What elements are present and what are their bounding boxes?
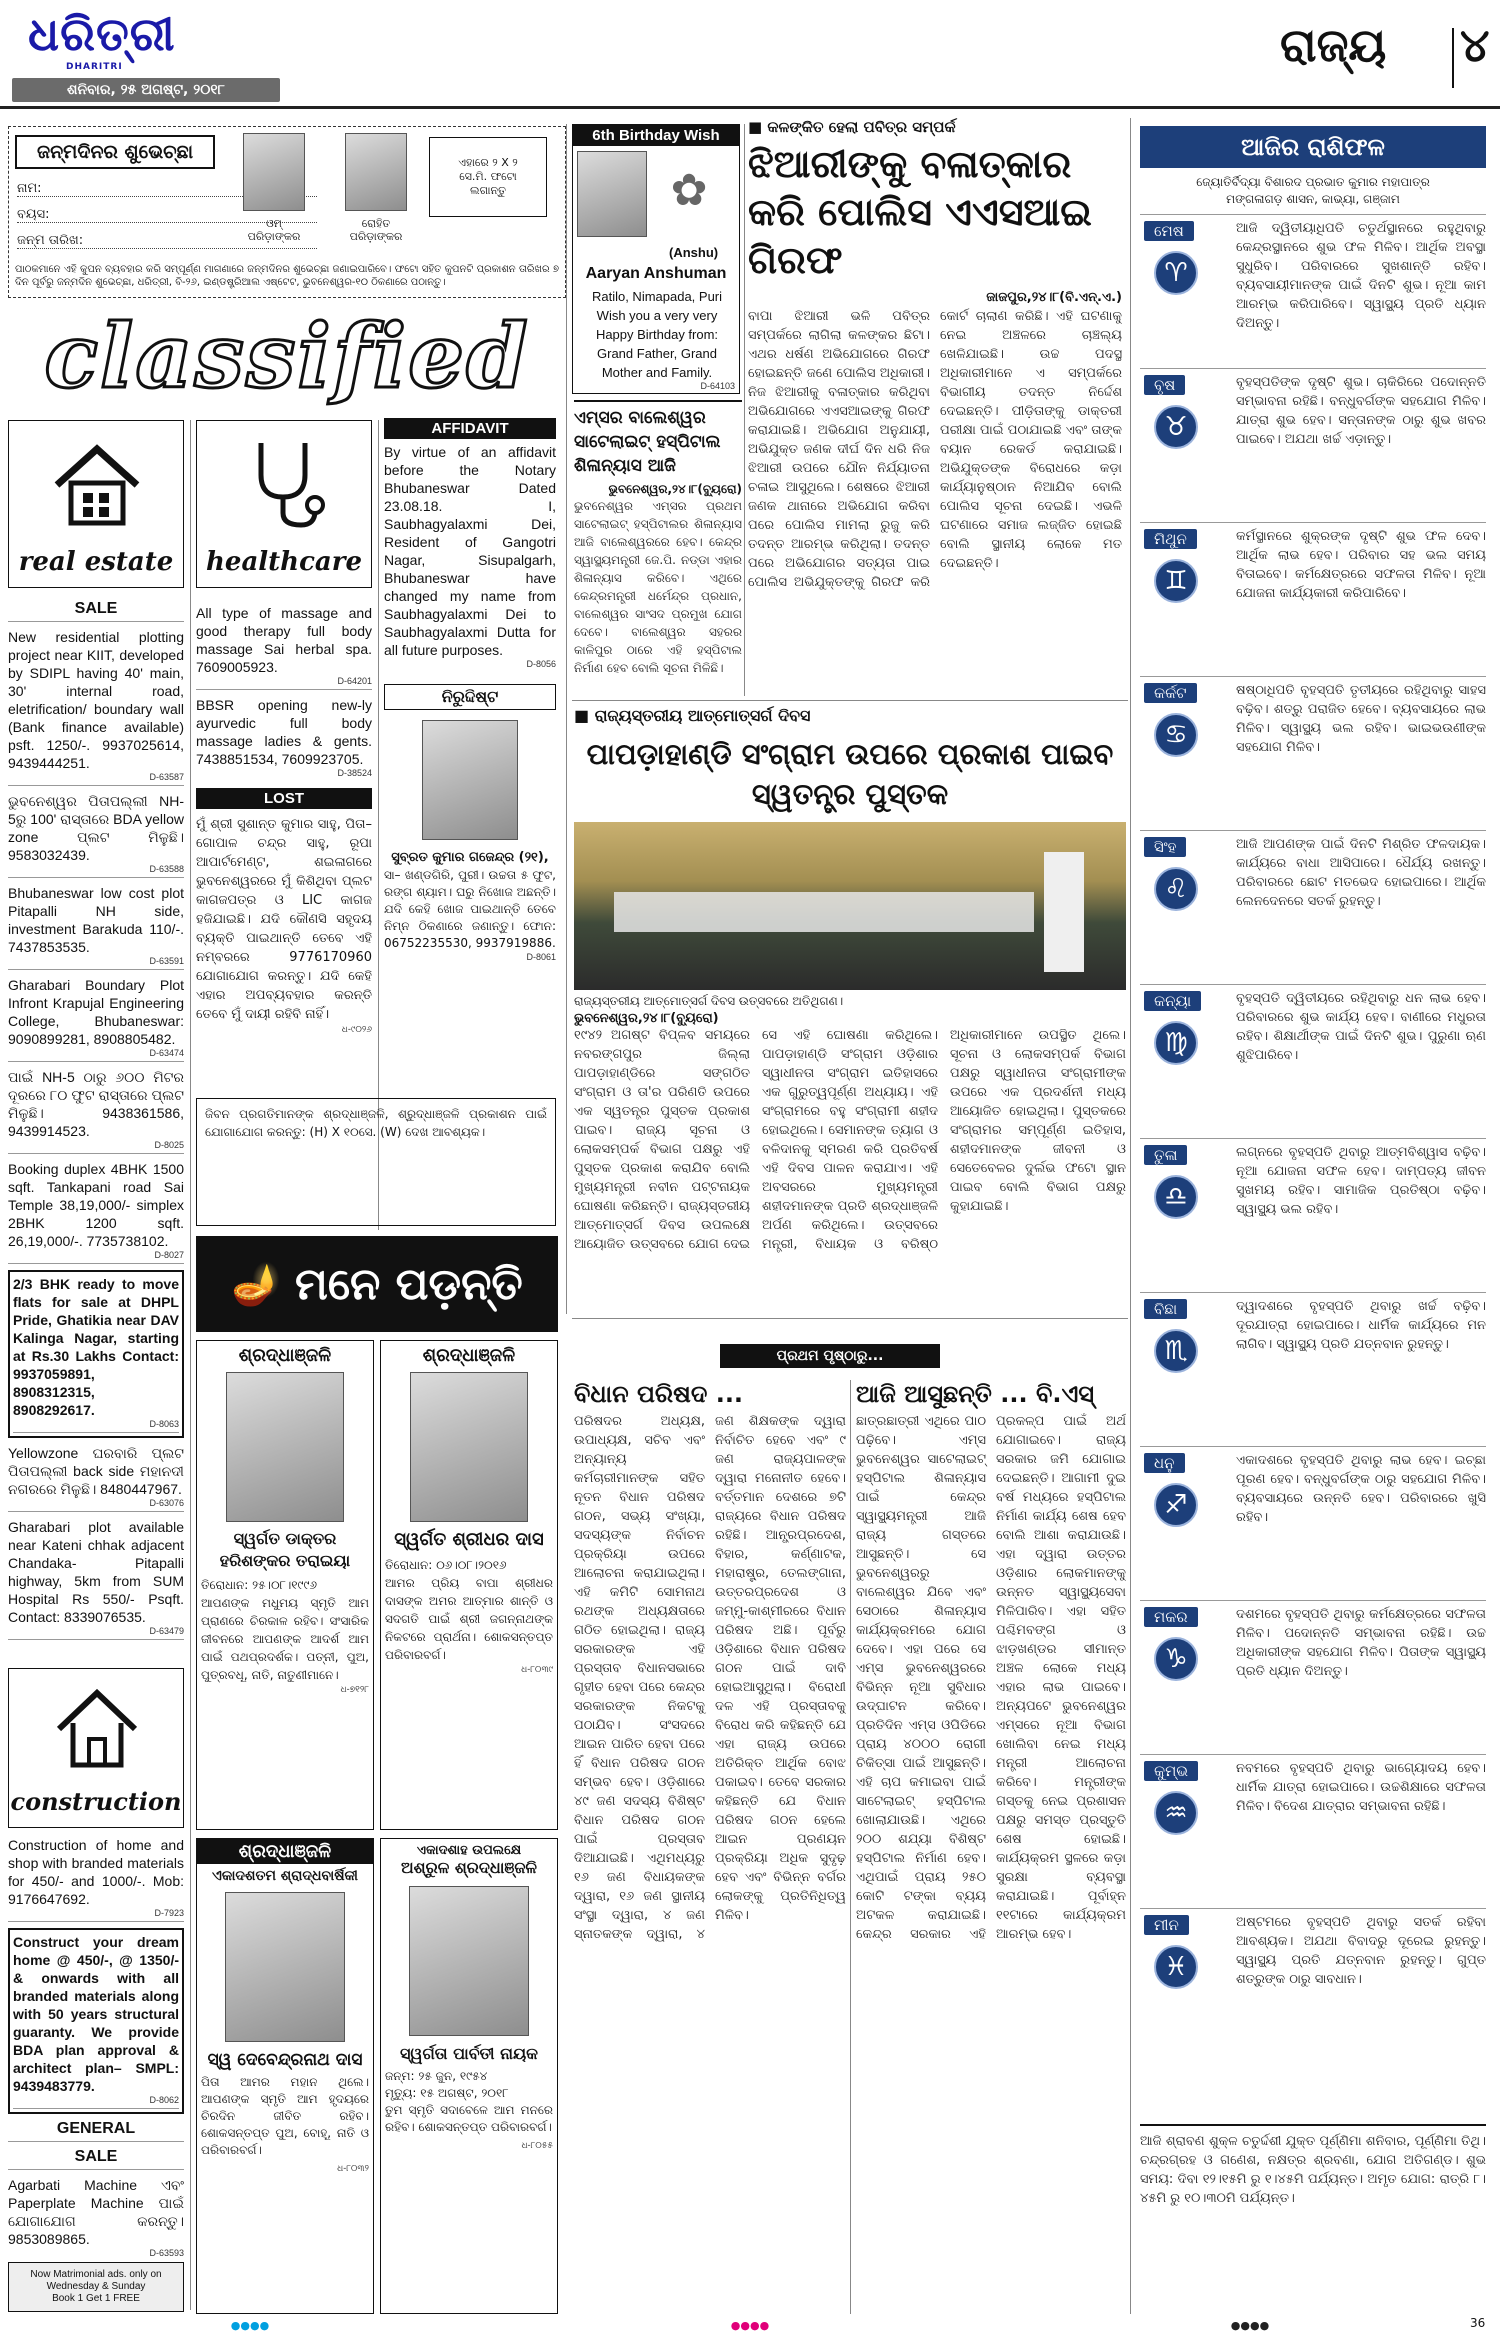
ad-text: ପାଇଁ NH-5 ଠାରୁ ୬୦୦ ମିଟର ଦୂରରେ ୮୦ ଫୁଟ ରାସ୍ତାରେ ପ୍ଲଟ ମିଳୁଛି। 9438361586, 9439914523. xyxy=(8,1069,184,1139)
ad-divider xyxy=(8,2169,184,2170)
continued-label: ପ୍ରଥମ ପୃଷ୍ଠାରୁ... xyxy=(776,1348,884,1364)
ad-code: ଧ-୮୦୩୯ xyxy=(521,1664,553,1674)
classified-ad xyxy=(8,1444,184,1512)
ad-divider xyxy=(8,1921,184,1922)
horoscope-sign-row xyxy=(1140,1754,1486,1908)
scorpio-icon: ♏ xyxy=(1154,1329,1198,1373)
mane-padanti-banner xyxy=(196,1236,558,1332)
sign-name: ମକର xyxy=(1144,1607,1198,1627)
cont-story-2 xyxy=(856,1380,1126,2314)
classified-title: classified xyxy=(44,304,530,408)
stethoscope-icon xyxy=(241,435,331,531)
section-title: ରାଜ୍ୟ xyxy=(1280,18,1387,72)
sign-prediction: ବୃହସ୍ପତିଙ୍କ ଦୃଷ୍ଟି ଶୁଭ। ଚାକିରିରେ ପଦୋନ୍ନତି ସମ୍ଭାବନା ରହିଛି। ବନ୍ଧୁବର୍ଗଙ୍କ ସହଯୋଗ ମିଳିବ। ଯାତ୍ରା ଶୁଭ ହେବ। ସନ୍ତାନଙ୍କ ଠାରୁ ଶୁଭ ଖବର ପାଇବେ। ଅଯଥା ଖର୍ଚ୍ଚ ଏଡ଼ାନ୍ତୁ। xyxy=(1236,375,1486,447)
classified-ad xyxy=(8,628,184,786)
horoscope-sign-row xyxy=(1140,984,1486,1138)
ad-divider xyxy=(8,877,184,878)
missing-name: ସୁବ୍ରତ କୁମାର ଗଜେନ୍ଦ୍ର (୨୧), xyxy=(391,850,549,865)
missing-header: ନିରୁଦ୍ଦିଷ୍ଟ xyxy=(441,687,499,706)
birthday-name: Aaryan Anshuman xyxy=(585,265,727,282)
classified-ad xyxy=(8,1518,184,1640)
horoscope-sign-row xyxy=(1140,368,1486,522)
sagittarius-icon: ♐ xyxy=(1154,1483,1198,1527)
sign-name: ସିଂହ xyxy=(1144,837,1186,857)
birthday-note: ପାଠକମାନେ ଏହି କୁପନ ବ୍ୟବହାର କରି ସମ୍ପୂର୍ଣ୍ଣ ମାଗଣାରେ ଜନ୍ମଦିନର ଶୁଭେଚ୍ଛା ଜଣାଇପାରିବେ। ଫଟୋ ସହିତ କୁପନଟି ପ୍ରକାଶନ ତାରିଖର ୭ ଦିନ ପୂର୍ବରୁ ଜନ୍ମଦିନ ଶୁଭେଚ୍ଛା, ଧରିତ୍ରୀ, ବି-୨୬, ଇଣ୍ଡଷ୍ଟ୍ରିଆଲ ଏଷ୍ଟେଟ, ଭୁବନେଶ୍ୱର-୧୦ ଠିକଣାରେ ପଠାନ୍ତୁ। xyxy=(15,264,559,288)
ad-code: D-64103 xyxy=(700,381,735,391)
sign-name: ମେଷ xyxy=(1144,221,1194,241)
ad-code: D-7923 xyxy=(154,1908,184,1918)
tribute-text: ଜନ୍ମ: ୨୫ ଜୁନ, ୧୯୫୪ ମୃତ୍ୟୁ: ୧୫ ଅଗଷ୍ଟ, ୨୦୧୮ ତୁମ ସ୍ମୃତି ସଦାବେଳେ ଆମ ମନରେ ରହିବ। ଶୋକସନ୍ତପ୍ତ ପରିବାରବର୍ଗ। xyxy=(385,2069,553,2134)
virgo-icon: ♍ xyxy=(1154,1021,1198,1065)
sign-name: କନ୍ୟା xyxy=(1144,991,1201,1011)
continued-bar xyxy=(720,1344,940,1368)
ad-text: SALE xyxy=(74,2148,118,2165)
classified-ad xyxy=(8,1160,184,1264)
logo-text: ଧରିତ୍ରୀ xyxy=(28,7,176,61)
ad-text: SALE xyxy=(74,600,118,617)
ad-divider xyxy=(196,689,372,690)
ad-list xyxy=(8,1836,184,2260)
photo-caption: ରାଜ୍ୟସ୍ତରୀୟ ଆତ୍ମୋତ୍ସର୍ଗ ଦିବସ ଉତ୍ସବରେ ଅତିଥିଗଣ। xyxy=(574,994,844,1008)
affidavit-text: By virtue of an affidavit before the Notary Bhubaneswar Dated 23.08.18. I, Saubhagyalaxmi Dei, Resident of Gangotri Nagar, Sisupalgarh, Bhubaneswar have changed my name from Saubhagyalaxmi Dei to Saubhagyalaxmi Dutta for all future purposes. xyxy=(384,444,556,658)
masthead xyxy=(0,0,1500,110)
category-label: healthcare xyxy=(206,547,362,577)
affidavit-header: AFFIDAVIT xyxy=(384,418,556,439)
birthday-wish-header: 6th Birthday Wish xyxy=(573,125,739,146)
sign-prediction: ଆଜି ଆପଣଙ୍କ ପାଇଁ ଦିନଟି ମିଶ୍ରିତ ଫଳଦାୟକ। କାର୍ଯ୍ୟରେ ବାଧା ଆସିପାରେ। ଧୈର୍ଯ୍ୟ ରଖନ୍ତୁ। ପରିବାରରେ ଛୋଟ ମତଭେଦ ହୋଇପାରେ। ଆର୍ଥିକ ଲେନଦେନରେ ସତର୍କ ରୁହନ୍ତୁ। xyxy=(1236,837,1486,909)
horoscope-sign-row xyxy=(1140,522,1486,676)
ad-text: Bhubaneswar low cost plot Pitapalli NH side, investment Barakuda 110/-. 7437853535. xyxy=(8,885,184,955)
second-story xyxy=(574,706,1126,1314)
horoscope-sign-row xyxy=(1140,1600,1486,1754)
ad-divider xyxy=(8,1153,184,1154)
horoscope-sign-row xyxy=(1140,1138,1486,1292)
construction-house-icon xyxy=(49,1677,145,1773)
flower-decoration: ✿ xyxy=(670,165,708,216)
birthday-wish-text: Ratilo, Nimapada, Puri Wish you a very very Happy Birthday from: Grand Father, Grand Mother and Family. xyxy=(591,289,723,380)
taurus-icon: ♉ xyxy=(1154,405,1198,449)
col1-ads xyxy=(8,600,184,1795)
missing-ad xyxy=(384,684,556,1024)
story-headline: ପାପଡ଼ାହାଣ୍ଡି ସଂଗ୍ରାମ ଉପରେ ପ୍ରକାଶ ପାଇବ ସ୍ୱତନ୍ତ୍ର ପୁସ୍ତକ xyxy=(586,737,1114,811)
ad-text: Yellowzone ଘରବାରି ପ୍ଲଟ ପିତାପଲ୍ଲୀ back side ମହାନଦୀ ନଗରରେ ମିଳୁଛି। 8480447967. xyxy=(8,1445,184,1497)
horoscope-sign-row xyxy=(1140,1292,1486,1446)
classified-ad xyxy=(196,696,372,780)
story-body: ବାପା ଝିଆରୀ ଭଳି ପବିତ୍ର ସମ୍ପର୍କରେ ଲାଗିଲା କଳଙ୍କର ଛିଟା। ଏଥର ଧର୍ଷଣ ଅଭିଯୋଗରେ ଗିରଫ ହୋଇଛନ୍ତି ଜଣେ ପୋଲିସ ଅଧିକାରୀ। ନିଜ ଝିଆରୀକୁ ବଳାତ୍କାର କରିଥିବା ଅଭିଯୋଗରେ ଏଏସଆଇଙ୍କୁ ଗିରଫ କରାଯାଇଛି। ଅଭିଯୋଗ ଅନୁଯାୟୀ, ଅଭିଯୁକ୍ତ ଜଣକ ଦୀର୍ଘ ଦିନ ଧରି ନିଜ ଝିଆରୀ ଉପରେ ଯୌନ ନିର୍ଯ୍ୟାତନା ଚଳାଇ ଆସୁଥିଲେ। ଶେଷରେ ଝିଆରୀ ଜଣକ ଥାନାରେ ଅଭିଯୋଗ କରିବା ପରେ ପୋଲିସ ମାମଲା ରୁଜୁ କରି ତଦନ୍ତ ଆରମ୍ଭ କରିଥିଲା। ତଦନ୍ତ ପରେ ଅଭିଯୋଗର ସତ୍ୟତା ପାଇ ପୋଲିସ ଅଭିଯୁକ୍ତଙ୍କୁ ଗିରଫ କରି କୋର୍ଟ ଚାଲାଣ କରିଛି। ଏହି ଘଟଣାକୁ ନେଇ ଅଞ୍ଚଳରେ ଚାଞ୍ଚଲ୍ୟ ଖେଳିଯାଇଛି। ଉଚ୍ଚ ପଦସ୍ଥ ଅଧିକାରୀମାନେ ଏ ସମ୍ପର୍କରେ ବିଭାଗୀୟ ତଦନ୍ତ ନିର୍ଦ୍ଦେଶ ଦେଇଛନ୍ତି। ପୀଡ଼ିତାଙ୍କୁ ଡାକ୍ତରୀ ପରୀକ୍ଷା ପାଇଁ ପଠାଯାଇଛି ଏବଂ ତାଙ୍କ ବୟାନ ରେକର୍ଡ କରାଯାଇଛି। ଅଭିଯୁକ୍ତଙ୍କ ବିରୋଧରେ କଡ଼ା କାର୍ଯ୍ୟାନୁଷ୍ଠାନ ନିଆଯିବ ବୋଲି ପୋଲିସ ସୂଚନା ଦେଇଛି। ଏଭଳି ଘଟଣାରେ ସମାଜ ଲଜ୍ଜିତ ହୋଇଛି ବୋଲି ସ୍ଥାନୀୟ ଲୋକେ ମତ ଦେଇଛନ୍ତି। xyxy=(748,309,1122,590)
aquarius-icon: ♒ xyxy=(1154,1791,1198,1835)
ad-text: New residential plotting project near KIIT, developed by SDIPL having 40' main, 30' internal road, eletrification/ boundary wall (Bank finance available) psft. 1250/-. 9937025614, 9439444251. xyxy=(8,629,184,771)
masthead-rule xyxy=(0,106,1500,109)
child-photo-2 xyxy=(345,133,407,211)
panchang-text: ଆଜି ଶ୍ରାବଣ ଶୁକ୍ଳ ଚତୁର୍ଦ୍ଦଶୀ ଯୁକ୍ତ ପୂର୍ଣ୍ଣିମା ଶନିବାର, ପୂର୍ଣ୍ଣିମା ତିଥି। ଚନ୍ଦ୍ରଗ୍ରହ ଓ ଗଣେଶ, ନକ୍ଷତ୍ର ଶ୍ରବଣା, ଯୋଗ ଅତିଗଣ୍ଡ। ଶୁଭ ସମୟ: ଦିବା ୧୨।୧୫ମି ରୁ ୧।୪୫ମି ପର୍ଯ୍ୟନ୍ତ। ଅମୃତ ଯୋଗ: ରାତ୍ରି ୮।୪୫ମି ରୁ ୧୦।୩୦ମି ପର୍ଯ୍ୟନ୍ତ। xyxy=(1140,2134,1486,2206)
logo-sub: DHARITRI xyxy=(66,62,123,72)
ad-text: Gharabari plot available near Kateni chhak adjacent Chandaka- Pitapalli highway, 5km from SUM Hospital Rs 550/- Psqft. Contact: 8339076535. xyxy=(8,1519,184,1625)
photo-size-note: ଏହାରେ ୨ X ୨ ସେ.ମି. ଫଟୋ ଲଗାନ୍ତୁ xyxy=(458,156,518,197)
tribute-4 xyxy=(380,1838,558,2314)
field-label: ବୟସ: xyxy=(17,207,50,222)
tribute-sub: ଅଶ୍ରୁଳ ଶ୍ରଦ୍ଧାଞ୍ଜଳି xyxy=(401,1858,537,1877)
sign-prediction: ନବମରେ ବୃହସ୍ପତି ଥିବାରୁ ଭାଗ୍ୟୋଦୟ ହେବ। ଧାର୍ମିକ ଯାତ୍ରା ହୋଇପାରେ। ଉଚ୍ଚଶିକ୍ଷାରେ ସଫଳତା ମିଳିବ। ବିଦେଶ ଯାତ୍ରାର ସମ୍ଭାବନା ରହିଛି। xyxy=(1236,1761,1486,1814)
ad-code: D-63076 xyxy=(149,1498,184,1508)
kicker-text: କଳଙ୍କିତ ହେଲା ପବିତ୍ର ସମ୍ପର୍କ xyxy=(767,118,956,136)
classified-banner xyxy=(8,306,566,406)
story-dateline: ଭୁବନେଶ୍ୱର,୨୪।୮(ବ୍ୟୁରୋ) xyxy=(574,1011,719,1026)
story-body: ଛାତ୍ରଛାତ୍ରୀ ଏଥିରେ ପାଠ ପଢ଼ିବେ। ଏମ୍‌ସ ଭୁବନେଶ୍ୱର ସାଟେଲାଇଟ୍ ହସ୍ପିଟାଲ ଶିଳାନ୍ୟାସ ପାଇଁ କେନ୍ଦ୍ର ସ୍ୱାସ୍ଥ୍ୟମନ୍ତ୍ରୀ ଆଜି ରାଜ୍ୟ ଗସ୍ତରେ ଆସୁଛନ୍ତି। ସେ ଭୁବନେଶ୍ୱରରୁ ବାଲେଶ୍ୱର ଯିବେ ଏବଂ ସେଠାରେ ଶିଳାନ୍ୟାସ କାର୍ଯ୍ୟକ୍ରମରେ ଯୋଗ ଦେବେ। ଏହା ପରେ ସେ ଏମ୍‌ସ ଭୁବନେଶ୍ୱରରେ ବିଭିନ୍ନ ନୂଆ ସୁବିଧାର ଉଦ୍‌ଘାଟନ କରିବେ। ପ୍ରତିଦିନ ଏମ୍‌ସ ଓପିଡିରେ ପ୍ରାୟ ୪୦୦୦ ରୋଗୀ ଚିକିତ୍ସା ପାଇଁ ଆସୁଛନ୍ତି। ଏହି ଚାପ କମାଇବା ପାଇଁ ସାଟେଲାଇଟ୍ ହସ୍ପିଟାଲ ଖୋଲାଯାଉଛି। ଏଥିରେ ୨୦୦ ଶଯ୍ୟା ବିଶିଷ୍ଟ ହସ୍ପିଟାଲ ନିର୍ମାଣ ହେବ। ଏଥିପାଇଁ ପ୍ରାୟ ୨୫୦ କୋଟି ଟଙ୍କା ବ୍ୟୟ ଅଟକଳ କରାଯାଇଛି। କେନ୍ଦ୍ର ସରକାର ଏହି ପ୍ରକଳ୍ପ ପାଇଁ ଅର୍ଥ ଯୋଗାଇବେ। ରାଜ୍ୟ ସରକାର ଜମି ଯୋଗାଇ ଦେଇଛନ୍ତି। ଆଗାମୀ ଦୁଇ ବର୍ଷ ମଧ୍ୟରେ ହସ୍ପିଟାଲ ନିର୍ମାଣ କାର୍ଯ୍ୟ ଶେଷ ହେବ ବୋଲି ଆଶା କରାଯାଉଛି। ଏହା ଦ୍ୱାରା ଉତ୍ତର ଓଡ଼ିଶାର ଲୋକମାନଙ୍କୁ ଉନ୍ନତ ସ୍ୱାସ୍ଥ୍ୟସେବା ମିଳିପାରିବ। ଏହା ସହିତ ପଶ୍ଚିମବଙ୍ଗ ଓ ଝାଡ଼ଖଣ୍ଡର ସୀମାନ୍ତ ଅଞ୍ଚଳ ଲୋକେ ମଧ୍ୟ ଏହାର ଲାଭ ପାଇବେ। ଅନ୍ୟପଟେ ଭୁବନେଶ୍ୱର ଏମ୍‌ସରେ ନୂଆ ବିଭାଗ ଖୋଲିବା ନେଇ ମଧ୍ୟ ମନ୍ତ୍ରୀ ଆଲୋଚନା କରିବେ। ମନ୍ତ୍ରୀଙ୍କ ଗସ୍ତକୁ ନେଇ ପ୍ରଶାସନ ପକ୍ଷରୁ ସମସ୍ତ ପ୍ରସ୍ତୁତି ଶେଷ ହୋଇଛି। କାର୍ଯ୍ୟକ୍ରମ ସ୍ଥଳରେ କଡ଼ା ସୁରକ୍ଷା ବ୍ୟବସ୍ଥା କରାଯାଇଛି। ପୂର୍ବାହ୍ନ ୧୧ଟାରେ କାର୍ଯ୍ୟକ୍ରମ ଆରମ୍ଭ ହେବ। xyxy=(856,1414,1126,1942)
child-photo-1-caption: ଓମ୍ ପରିଡ଼ାଙ୍କର xyxy=(247,217,301,243)
ad-code: D-63588 xyxy=(149,864,184,874)
ad-divider xyxy=(8,1061,184,1062)
birthday-nickname: (Anshu) xyxy=(669,245,719,260)
lost-text: ମୁଁ ଶ୍ରୀ ସୁଶାନ୍ତ କୁମାର ସାହୁ, ପିତା– ଗୋପାଳ ଚନ୍ଦ୍ର ସାହୁ, ରୂପା ଆପାର୍ଟମେଣ୍ଟ, ଶଇଳାଗରେ ଭୁବନେଶ୍ୱରରେ ମୁଁ କିଶିଥିବା ପ୍ଲଟ କାଗଜପତ୍ର ଓ LIC କାଗଜ ହଜିଯାଇଛି। ଯଦି କୌଣସି ସହୃଦୟ ବ୍ୟକ୍ତି ପାଇଥାନ୍ତି ତେବେ ଏହି ନମ୍ବରରେ 9776170960 ଯୋଗାଯୋଗ କରନ୍ତୁ। ଯଦି କେହି ଏହାର ଅପବ୍ୟବହାର କରନ୍ତି ତେବେ ମୁଁ ଦାୟୀ ରହିବି ନାହିଁ। xyxy=(196,817,372,1022)
gemini-icon: ♊ xyxy=(1154,559,1198,603)
lost-header: LOST xyxy=(196,788,372,809)
leo-icon: ♌ xyxy=(1154,867,1198,911)
story-headline: ଏମ୍‌ସର ବାଲେଶ୍ୱର ସାଟେଲାଇଟ୍ ହସ୍ପିଟାଲ ଶିଳାନ୍ୟାସ ଆଜି xyxy=(574,400,742,478)
birthday-title-box xyxy=(15,135,215,169)
ad-text: All type of massage and good therapy full body massage Sai herbal spa. 7609005923. xyxy=(196,605,372,675)
tribute-2 xyxy=(380,1340,558,1830)
ad-text: Construction of home and shop with branded materials for 450/- and 1000/-. Mob: 9176647692. xyxy=(8,1837,184,1907)
lead-story xyxy=(748,118,1122,698)
sign-name: କର୍କଟ xyxy=(1144,683,1197,703)
page-number-label: ୪ xyxy=(1460,18,1490,72)
newspaper-logo xyxy=(28,6,228,68)
ad-list xyxy=(8,600,184,1640)
ad-divider xyxy=(8,621,184,622)
tribute-photo xyxy=(225,1892,345,2042)
classified-ad xyxy=(196,604,372,690)
construction-box xyxy=(8,1668,184,1828)
ad-text: Booking duplex 4BHK 1500 sqft. Tankapani road Sai Temple 38,19,000/- simplex 2BHK 1200 sqft. 26,19,000/-. 7735738102. xyxy=(8,1161,184,1249)
tribute-name: ସ୍ୱର୍ଗତ ଶ୍ରୀଧର ଦାସ xyxy=(394,1529,544,1550)
tribute-3 xyxy=(196,1838,374,2314)
ad-text: 2/3 BHK ready to move flats for sale at DHPL Pride, Ghatikia near DAV Kalinga Nagar, starting at Rs.30 Lakhs Contact: 9937059891, 8908312315, 8908292617. xyxy=(13,1276,179,1418)
sign-prediction: ଆଜି ଦ୍ୱିତୀୟାଧିପତି ଚତୁର୍ଥସ୍ଥାନରେ ରହୁଥିବାରୁ କେନ୍ଦ୍ରସ୍ଥାନରେ ଶୁଭ ଫଳ ମିଳିବ। ଆର୍ଥିକ ଅବସ୍ଥା ସୁଧୁରିବ। ପରିବାରରେ ସୁଖଶାନ୍ତି ରହିବ। ବ୍ୟବସାୟୀମାନଙ୍କ ପାଇଁ ଦିନଟି ଶୁଭ। ନୂଆ କାମ ଆରମ୍ଭ କରିପାରିବେ। ସ୍ୱାସ୍ଥ୍ୟ ପ୍ରତି ଧ୍ୟାନ ଦିଅନ୍ତୁ। xyxy=(1236,221,1486,331)
kicker-text: ରାଜ୍ୟସ୍ତରୀୟ ଆତ୍ମୋତ୍ସର୍ଗ ଦିବସ xyxy=(594,706,811,725)
ad-text: Agarbati Machine ଏବଂ Paperplate Machine ପାଇଁ ଯୋଗାଯୋଗ କରନ୍ତୁ। 9853089865. xyxy=(8,2177,184,2247)
ad-text: Construct your dream home @ 450/-, @ 1350/- & onwards with all branded materials along with 50 years structural guaranty. We provide BDA plan approval & architect plan– SMPL: 9439483779. xyxy=(13,1934,179,2094)
story-body: ଭୁବନେଶ୍ୱର ଏମ୍‌ସର ପ୍ରଥମ ସାଟେଲାଇଟ୍ ହସ୍ପିଟାଲର ଶିଳାନ୍ୟାସ ଆଜି ବାଲେଶ୍ୱରରେ ହେବ। କେନ୍ଦ୍ର ସ୍ୱାସ୍ଥ୍ୟମନ୍ତ୍ରୀ ଜେ.ପି. ନଡ୍ଡା ଏହାର ଶିଳାନ୍ୟାସ କରିବେ। ଏଥିରେ କେନ୍ଦ୍ରମନ୍ତ୍ରୀ ଧର୍ମେନ୍ଦ୍ର ପ୍ରଧାନ, ବାଲେଶ୍ୱର ସାଂସଦ ପ୍ରମୁଖ ଯୋଗ ଦେବେ। ବାଲେଶ୍ୱର ସହରର କାଳିପୁର ଠାରେ ଏହି ହସ୍ପିଟାଲ ନିର୍ମାଣ ହେବ ବୋଲି ସୂଚନା ମିଳିଛି। xyxy=(574,499,742,675)
house-icon xyxy=(49,435,145,531)
ad-code: D-8061 xyxy=(526,952,556,962)
tribute-name: ସ୍ୱ ଦେବେନ୍ଦ୍ରନାଥ ଦାସ xyxy=(207,2050,363,2070)
ad-divider xyxy=(8,785,184,786)
ad-code: ଧ-୯୦୨୬ xyxy=(341,1024,372,1034)
ad-code: ଧ-୮୦୩୨ xyxy=(337,2163,369,2173)
date-line: ଶନିବାର, ୨୫ ଅଗଷ୍ଟ, ୨୦୧୮ xyxy=(67,82,225,98)
sign-prediction: ଷଷ୍ଠାଧିପତି ବୃହସ୍ପତି ତୃତୀୟରେ ରହିଥିବାରୁ ସାହସ ବଢ଼ିବ। ଶତ୍ରୁ ପରାଜିତ ହେବେ। ବ୍ୟବସାୟରେ ଲାଭ ମିଳିବ। ସ୍ୱାସ୍ଥ୍ୟ ଭଲ ରହିବ। ଭାଇଭଉଣୀଙ୍କ ସହଯୋଗ ମିଳିବ। xyxy=(1236,683,1486,755)
rates-box xyxy=(196,1098,556,1226)
tribute-photo xyxy=(226,1372,344,1522)
ad-code: ଧ-୮୦୫୫ xyxy=(521,2140,553,2150)
ad-code: D-63587 xyxy=(149,772,184,782)
horoscope-sign-row xyxy=(1140,830,1486,984)
sign-prediction: ଅଷ୍ଟମରେ ବୃହସ୍ପତି ଥିବାରୁ ସତର୍କ ରହିବା ଆବଶ୍ୟକ। ଅଯଥା ବିବାଦରୁ ଦୂରେଇ ରୁହନ୍ତୁ। ସ୍ୱାସ୍ଥ୍ୟ ପ୍ରତି ଯତ୍ନବାନ ରୁହନ୍ତୁ। ଗୁପ୍ତ ଶତ୍ରୁଙ୍କ ଠାରୁ ସାବଧାନ। xyxy=(1236,1915,1486,1987)
classified-ad xyxy=(8,792,184,878)
missing-text: ସା– ଖଣ୍ଡଗିରି, ପୁରୀ। ଉଚ୍ଚତା ୫ ଫୁଟ, ରଙ୍ଗ ଶ୍ୟାମ। ଘରୁ ନିଖୋଜ ଅଛନ୍ତି। ଯଦି କେହି ଖୋଜ ପାଇଥାନ୍ତି ତେବେ ନିମ୍ନ ଠିକଣାରେ ଜଣାନ୍ତୁ। ଫୋନ: 06752235530, 9937919886. xyxy=(384,868,556,950)
side-story xyxy=(574,400,742,700)
ad-code: D-8056 xyxy=(526,659,556,669)
ad-divider xyxy=(8,1511,184,1512)
tribute-name: ସ୍ୱର୍ଗତ ଡାକ୍ତର ହରିଶଙ୍କର ତରାଇୟା xyxy=(219,1529,351,1570)
affidavit-ad xyxy=(384,418,556,674)
astrologer-credit: ଜ୍ୟୋତିର୍ବିଦ୍ୟା ବିଶାରଦ ପ୍ରଭାତ କୁମାର ମହାପାତ୍ର ମଙ୍ଗଳାଗଡ଼ ଶାସନ, କାଭ୍ୟା, ଗଞ୍ଜାମ xyxy=(1196,175,1430,206)
ad-code: D-63479 xyxy=(149,1626,184,1636)
birthday-wish-ad xyxy=(572,124,740,394)
sign-name: ବୃଷ xyxy=(1144,375,1185,395)
ad-divider xyxy=(8,2141,184,2142)
ad-divider xyxy=(8,969,184,970)
sign-name: ମିଥୁନ xyxy=(1144,529,1197,549)
ad-code: D-8062 xyxy=(149,2095,179,2105)
sign-prediction: ଦଶମରେ ବୃହସ୍ପତି ଥିବାରୁ କର୍ମକ୍ଷେତ୍ରରେ ସଫଳତା ମିଳିବ। ପଦୋନ୍ନତି ସମ୍ଭାବନା ରହିଛି। ଉଚ୍ଚ ଅଧିକାରୀଙ୍କ ସହଯୋଗ ମିଳିବ। ପିତାଙ୍କ ସ୍ୱାସ୍ଥ୍ୟ ପ୍ରତି ଧ୍ୟାନ ଦିଅନ୍ତୁ। xyxy=(1236,1607,1486,1679)
horoscope-sign-row xyxy=(1140,1908,1486,2062)
missing-header-box xyxy=(384,684,556,710)
field-label: ନାମ: xyxy=(17,181,42,196)
child-photo xyxy=(577,151,647,237)
real-estate-box xyxy=(8,420,184,588)
photo-size-box xyxy=(429,137,547,217)
tribute-header: ଏକାଦଶାହ ଉପଲକ୍ଷେ xyxy=(416,1843,522,1858)
pisces-icon: ♓ xyxy=(1154,1945,1198,1989)
classified-ad xyxy=(8,1836,184,1922)
story-kicker: ■ ରାଜ୍ୟସ୍ତରୀୟ ଆତ୍ମୋତ୍ସର୍ଗ ଦିବସ xyxy=(574,706,811,725)
tribute-photo xyxy=(410,1372,528,1522)
child-photo-2-caption: ରୋହିତ ପରିଡ଼ାଙ୍କର xyxy=(349,217,403,243)
story-headline: ଝିଆରୀଙ୍କୁ ବଳାତ୍କାର କରି ପୋଲିସ ଏଏସଆଇ ଗିରଫ xyxy=(748,142,1092,282)
horoscope-sign-row xyxy=(1140,214,1486,368)
classified-ad xyxy=(8,1068,184,1154)
missing-person-photo xyxy=(422,720,518,840)
child-photo-1 xyxy=(243,133,305,211)
classified-ad xyxy=(8,600,184,622)
event-photo xyxy=(574,822,1126,990)
cont-story-1 xyxy=(574,1380,846,2314)
ad-text: GENERAL xyxy=(56,2120,136,2137)
sign-name: ତୁଳା xyxy=(1144,1145,1187,1165)
classified-ad xyxy=(8,884,184,970)
sign-prediction: ଦ୍ୱାଦଶରେ ବୃହସ୍ପତି ଥିବାରୁ ଖର୍ଚ୍ଚ ବଢ଼ିବ। ଦୂରଯାତ୍ରା ହୋଇପାରେ। ଧାର୍ମିକ କାର୍ଯ୍ୟରେ ମନ ଲାଗିବ। ସ୍ୱାସ୍ଥ୍ୟ ପ୍ରତି ଯତ୍ନବାନ ରୁହନ୍ତୁ। xyxy=(1236,1299,1486,1352)
tribute-text: ତିରୋଧାନ: ୦୬।୦୮।୨୦୧୬ ଆମର ପ୍ରିୟ ବାପା ଶ୍ରୀଧର ଦାସଙ୍କ ଅମର ଆତ୍ମାର ଶାନ୍ତି ଓ ସଦଗତି ପାଇଁ ଶ୍ରୀ ଜଗନ୍ନାଥଙ୍କ ନିକଟରେ ପ୍ରାର୍ଥନା। ଶୋକସନ୍ତପ୍ତ ପରିବାରବର୍ଗ। xyxy=(385,1558,553,1662)
tribute-sub: ଏକାଦଶତମ ଶ୍ରାଦ୍ଧବାର୍ଷିକୀ xyxy=(212,1868,358,1884)
story-dateline: ଭୁବନେଶ୍ୱର,୨୪।୮(ବ୍ୟୁରୋ) xyxy=(608,482,742,496)
healthcare-box xyxy=(196,420,372,588)
sign-prediction: ବୃହସ୍ପତି ଦ୍ୱିତୀୟରେ ରହିଥିବାରୁ ଧନ ଲାଭ ହେବ। ପରିବାରରେ ଶୁଭ କାର୍ଯ୍ୟ ହେବ। ବାଣୀରେ ମଧୁରତା ରହିବ। ଶିକ୍ଷାର୍ଥୀଙ୍କ ପାଇଁ ଦିନଟି ଶୁଭ। ପୁରୁଣା ଋଣ ଶୁଝିପାରିବେ। xyxy=(1236,991,1486,1063)
tribute-header: ଶ୍ରଦ୍ଧାଞ୍ଜଳି xyxy=(197,1839,373,1864)
sign-name: କୁମ୍ଭ xyxy=(1144,1761,1198,1781)
story-dateline: ଜାଜପୁର,୨୪।୮(ବି.ଏନ୍.ଏ.) xyxy=(986,290,1122,305)
ad-code: D-63591 xyxy=(149,956,184,966)
ad-text: BBSR opening new-ly ayurvedic full body massage ladies & gents. 7438851534, 7609923705. xyxy=(196,697,372,767)
sign-prediction: ଏକାଦଶରେ ବୃହସ୍ପତି ଥିବାରୁ ଲାଭ ହେବ। ଇଚ୍ଛା ପୂରଣ ହେବ। ବନ୍ଧୁବର୍ଗଙ୍କ ଠାରୁ ସହଯୋଗ ମିଳିବ। ବ୍ୟବସାୟରେ ଉନ୍ନତି ହେବ। ପରିବାରରେ ଖୁସି ରହିବ। xyxy=(1236,1453,1486,1525)
mane-padanti-title: ମନେ ପଡ଼ନ୍ତି xyxy=(295,1258,523,1310)
sign-name: ଧନୁ xyxy=(1144,1453,1185,1473)
tribute-header: ଶ୍ରଦ୍ଧାଞ୍ଜଳି xyxy=(422,1345,516,1366)
cancer-icon: ♋ xyxy=(1154,713,1198,757)
rates-text: ଜିବନ ପ୍ରଗତିମାନଙ୍କ ଶ୍ରଦ୍ଧାଞ୍ଜଳି, ଶ୍ରୁଦ୍ଧାଞ୍ଜଳି ପ୍ରକାଶନ ପାଇଁ ଯୋଗାଯୋଗ କରନ୍ତୁ: (H) X ୧୦ସେ. (W) ଦେଖ ଆବଶ୍ୟକ। xyxy=(205,1107,547,1139)
tribute-1 xyxy=(196,1340,374,1830)
story-body: ପରିଷଦର ଅଧ୍ୟକ୍ଷ, ଉପାଧ୍ୟକ୍ଷ, ସଚିବ ଏବଂ ଅନ୍ୟାନ୍ୟ କର୍ମଚାରୀମାନଙ୍କ ସହିତ ନୂତନ ବିଧାନ ପରିଷଦ ଗଠନ, ସଭ୍ୟ ସଂଖ୍ୟା, ସଦସ୍ୟଙ୍କ ନିର୍ବାଚନ ପ୍ରକ୍ରିୟା ଉପରେ ଆଲୋଚନା କରାଯାଇଥିଲା। ଏହି କମିଟି ସୋମନାଥ ରଥଙ୍କ ଅଧ୍ୟକ୍ଷତାରେ ଗଠିତ ହୋଇଥିଲା। ରାଜ୍ୟ ସରକାରଙ୍କ ଏହି ପ୍ରସ୍ତାବ ବିଧାନସଭାରେ ଗୃହୀତ ହେବା ପରେ କେନ୍ଦ୍ର ସରକାରଙ୍କ ନିକଟକୁ ପଠାଯିବ। ସଂସଦରେ ଆଇନ ପାରିତ ହେବା ପରେ ହିଁ ବିଧାନ ପରିଷଦ ଗଠନ ସମ୍ଭବ ହେବ। ଓଡ଼ିଶାରେ ୪୯ ଜଣ ସଦସ୍ୟ ବିଶିଷ୍ଟ ବିଧାନ ପରିଷଦ ଗଠନ ପାଇଁ ପ୍ରସ୍ତାବ ଦିଆଯାଇଛି। ଏଥିମଧ୍ୟରୁ ୧୬ ଜଣ ବିଧାୟକଙ୍କ ଦ୍ୱାରା, ୧୬ ଜଣ ସ୍ଥାନୀୟ ସଂସ୍ଥା ଦ୍ୱାରା, ୪ ଜଣ ସ୍ନାତକଙ୍କ ଦ୍ୱାରା, ୪ ଜଣ ଶିକ୍ଷକଙ୍କ ଦ୍ୱାରା ନିର୍ବାଚିତ ହେବେ ଏବଂ ୯ ଜଣ ରାଜ୍ୟପାଳଙ୍କ ଦ୍ୱାରା ମନୋନୀତ ହେବେ। ବର୍ତ୍ତମାନ ଦେଶରେ ୭ଟି ରାଜ୍ୟରେ ବିଧାନ ପରିଷଦ ରହିଛି। ଆନ୍ଧ୍ରପ୍ରଦେଶ, ବିହାର, କର୍ଣ୍ଣାଟକ, ମହାରାଷ୍ଟ୍ର, ତେଲଙ୍ଗାନା, ଉତ୍ତରପ୍ରଦେଶ ଓ ଜମ୍ମୁ-କାଶ୍ମୀରରେ ବିଧାନ ପରିଷଦ ଅଛି। ପୂର୍ବରୁ ଓଡ଼ିଶାରେ ବିଧାନ ପରିଷଦ ଗଠନ ପାଇଁ ଦାବି ହୋଇଆସୁଥିଲା। ବିରୋଧୀ ଦଳ ଏହି ପ୍ରସ୍ତାବକୁ ବିରୋଧ କରି କହିଛନ୍ତି ଯେ ଏହା ରାଜ୍ୟ ଉପରେ ଅତିରିକ୍ତ ଆର୍ଥିକ ବୋଝ ପକାଇବ। ତେବେ ସରକାର କହିଛନ୍ତି ଯେ ବିଧାନ ପରିଷଦ ଗଠନ ହେଲେ ଆଇନ ପ୍ରଣୟନ ପ୍ରକ୍ରିୟା ଅଧିକ ସୁଦୃଢ଼ ହେବ ଏବଂ ବିଭିନ୍ନ ବର୍ଗର ଲୋକଙ୍କୁ ପ୍ରତିନିଧିତ୍ୱ ମିଳିବ। xyxy=(574,1414,846,1942)
ad-divider xyxy=(8,1639,184,1640)
footer-page-number: 36 xyxy=(1470,2316,1486,2330)
story-headline: ବିଧାନ ପରିଷଦ ... xyxy=(574,1380,744,1408)
aries-icon: ♈ xyxy=(1154,251,1198,295)
masthead-divider xyxy=(1452,28,1454,88)
col2-ads xyxy=(196,604,372,780)
ad-text: ଭୁବନେଶ୍ୱର ପିତାପଲ୍ଲୀ NH-5ରୁ 100' ରାସ୍ତାରେ BDA yellow zone ପ୍ଲଟ ମିଳୁଛି। 9583032439. xyxy=(8,793,184,863)
tribute-text: ପିତା ଆମର ମହାନ ଥିଲେ। ଆପଣଙ୍କ ସ୍ମୃତି ଆମ ହୃଦୟରେ ଚିରଦିନ ଜୀବିତ ରହିବ। ଶୋକସନ୍ତପ୍ତ ପୁଅ, ବୋହୂ, ନାତି ଓ ପରିବାରବର୍ଗ। xyxy=(201,2075,369,2157)
ad-code: D-8025 xyxy=(154,1140,184,1150)
classified-ad xyxy=(8,2120,184,2142)
ad-code: ଧ-୭୧୨୮ xyxy=(340,1684,369,1694)
matrimonial-note xyxy=(8,2262,184,2312)
story-headline: ଆଜି ଆସୁଛନ୍ତି ... ବି.ଏସ୍ xyxy=(856,1380,1094,1408)
tribute-text: ତିରୋଧାନ: ୨୫।୦୮।୧୯୯୬ ଆପଣଙ୍କ ମଧୁମୟ ସ୍ମୃତି ଆମ ପ୍ରାଣରେ ଚିରକାଳ ରହିବ। ସଂସାରିକ ଜୀବନରେ ଆପଣଙ୍କ ଆଦର୍ଶ ଆମ ପାଇଁ ପଥପ୍ରଦର୍ଶକ। ପତ୍ନୀ, ପୁଅ, ପୁତ୍ରବଧୂ, ନାତି, ନାତୁଣୀମାନେ। xyxy=(201,1578,369,1682)
footer-registration-marks: ●●●● ●●●● ●●●● xyxy=(230,2318,1270,2332)
lamp-icon: 🪔 xyxy=(231,1261,281,1308)
birthday-coupon xyxy=(8,126,566,298)
sign-prediction: କର୍ମସ୍ଥାନରେ ଶୁକ୍ରଙ୍କ ଦୃଷ୍ଟି ଶୁଭ ଫଳ ଦେବ। ଆର୍ଥିକ ଲାଭ ହେବ। ପରିବାର ସହ ଭଲ ସମୟ ବିତାଇବେ। କର୍ମକ୍ଷେତ୍ରରେ ସଫଳତା ମିଳିବ। ନୂଆ ଯୋଜନା କାର୍ଯ୍ୟକାରୀ କରିପାରିବେ। xyxy=(1236,529,1486,601)
ad-code: D-38524 xyxy=(337,768,372,778)
ad-code: D-8063 xyxy=(149,1419,179,1429)
col1-lower-ads xyxy=(8,1836,184,2260)
sign-list xyxy=(1140,214,1486,2062)
classified-ad xyxy=(8,2176,184,2260)
ad-list xyxy=(196,604,372,780)
classified-ad xyxy=(8,1928,184,2114)
ad-text: Gharabari Boundary Plot Infront Krapujal Engineering College, Bhubaneswar: 9090899281, 8908805482. xyxy=(8,977,184,1047)
panchang xyxy=(1140,2124,1486,2304)
classified-ad xyxy=(8,2148,184,2170)
horoscope-sign-row xyxy=(1140,676,1486,830)
tribute-photo xyxy=(409,1886,529,2036)
horoscope-list xyxy=(1140,214,1486,2084)
sign-prediction: ଲଗ୍ନରେ ବୃହସ୍ପତି ଥିବାରୁ ଆତ୍ମବିଶ୍ୱାସ ବଢ଼ିବ। ନୂଆ ଯୋଜନା ସଫଳ ହେବ। ଦାମ୍ପତ୍ୟ ଜୀବନ ସୁଖମୟ ରହିବ। ସାମାଜିକ ପ୍ରତିଷ୍ଠା ବଢ଼ିବ। ସ୍ୱାସ୍ଥ୍ୟ ଭଲ ରହିବ। xyxy=(1236,1145,1486,1217)
classified-ad xyxy=(8,1270,184,1438)
ad-code: D-63593 xyxy=(149,2248,184,2258)
tribute-name: ସ୍ୱର୍ଗତା ପାର୍ବତୀ ନାୟକ xyxy=(400,2044,538,2063)
matrimonial-note-text: Now Matrimonial ads. only on Wednesday & Sunday Book 1 Get 1 FREE xyxy=(30,2269,162,2304)
classified-ad xyxy=(8,976,184,1062)
libra-icon: ♎ xyxy=(1154,1175,1198,1219)
horoscope-title: ଆଜିର ରାଶିଫଳ xyxy=(1241,133,1385,161)
ad-code: D-8027 xyxy=(154,1250,184,1260)
tribute-header: ଶ୍ରଦ୍ଧାଞ୍ଜଳି xyxy=(238,1345,332,1366)
story-body: ୧୯୪୨ ଅଗଷ୍ଟ ବିପ୍ଳବ ସମୟରେ ନବରଙ୍ଗପୁର ଜିଲ୍ଲା ପାପଡ଼ାହାଣ୍ଡିରେ ସଙ୍ଗଠିତ ସଂଗ୍ରାମ ଓ ତା'ର ପରିଣତି ଉପରେ ଏକ ସ୍ୱତନ୍ତ୍ର ପୁସ୍ତକ ପ୍ରକାଶ ପାଇବ। ରାଜ୍ୟ ସୂଚନା ଓ ଲୋକସମ୍ପର୍କ ବିଭାଗ ପକ୍ଷରୁ ଏହି ପୁସ୍ତକ ପ୍ରକାଶ କରାଯିବ ବୋଲି ମୁଖ୍ୟମନ୍ତ୍ରୀ ନବୀନ ପଟ୍ଟନାୟକ ଘୋଷଣା କରିଛନ୍ତି। ରାଜ୍ୟସ୍ତରୀୟ ଆତ୍ମୋତ୍ସର୍ଗ ଦିବସ ଉପଲକ୍ଷେ ଆୟୋଜିତ ଉତ୍ସବରେ ଯୋଗ ଦେଇ ସେ ଏହି ଘୋଷଣା କରିଥିଲେ। ପାପଡ଼ାହାଣ୍ଡି ସଂଗ୍ରାମ ଓଡ଼ିଶାର ସ୍ୱାଧୀନତା ସଂଗ୍ରାମ ଇତିହାସରେ ଏକ ଗୁରୁତ୍ୱପୂର୍ଣ୍ଣ ଅଧ୍ୟାୟ। ଏହି ସଂଗ୍ରାମରେ ବହୁ ସଂଗ୍ରାମୀ ଶହୀଦ ହୋଇଥିଲେ। ସେମାନଙ୍କ ତ୍ୟାଗ ଓ ବଳିଦାନକୁ ସ୍ମରଣ କରି ପ୍ରତିବର୍ଷ ଏହି ଦିବସ ପାଳନ କରାଯାଏ। ଏହି ଅବସରରେ ମୁଖ୍ୟମନ୍ତ୍ରୀ ଶହୀଦମାନଙ୍କ ପ୍ରତି ଶ୍ରଦ୍ଧାଞ୍ଜଳି ଅର୍ପଣ କରିଥିଲେ। ଉତ୍ସବରେ ମନ୍ତ୍ରୀ, ବିଧାୟକ ଓ ବରିଷ୍ଠ ଅଧିକାରୀମାନେ ଉପସ୍ଥିତ ଥିଲେ। ସୂଚନା ଓ ଲୋକସମ୍ପର୍କ ବିଭାଗ ପକ୍ଷରୁ ସ୍ୱାଧୀନତା ସଂଗ୍ରାମୀଙ୍କ ଉପରେ ଏକ ପ୍ରଦର୍ଶନୀ ମଧ୍ୟ ଆୟୋଜିତ ହୋଇଥିଲା। ପୁସ୍ତକରେ ସଂଗ୍ରାମର ସମ୍ପୂର୍ଣ୍ଣ ଇତିହାସ, ଶହୀଦମାନଙ୍କ ଜୀବନୀ ଓ ସେତେବେଳର ଦୁର୍ଲଭ ଫଟୋ ସ୍ଥାନ ପାଇବ ବୋଲି ବିଭାଗ ପକ୍ଷରୁ କୁହାଯାଇଛି। xyxy=(574,1028,1126,1252)
ad-divider xyxy=(13,2108,179,2109)
horoscope-header xyxy=(1140,126,1486,168)
ad-code: D-63474 xyxy=(149,1048,184,1058)
sign-name: ମୀନ xyxy=(1144,1915,1189,1935)
field-label: ଜନ୍ମ ତାରିଖ: xyxy=(17,233,84,248)
horoscope-sign-row xyxy=(1140,1446,1486,1600)
ad-code: D-64201 xyxy=(337,676,372,686)
ad-divider xyxy=(8,1263,184,1264)
birthday-title: ଜନ୍ମଦିନର ଶୁଭେଚ୍ଛା xyxy=(36,141,194,163)
story-kicker: ■ କଳଙ୍କିତ ହେଲା ପବିତ୍ର ସମ୍ପର୍କ xyxy=(748,118,956,136)
ad-divider xyxy=(13,1432,179,1433)
sign-name: ବିଛା xyxy=(1144,1299,1187,1319)
capricorn-icon: ♑ xyxy=(1154,1637,1198,1681)
category-label: construction xyxy=(10,1787,182,1816)
date-bar xyxy=(12,78,280,102)
category-label: real estate xyxy=(18,547,174,577)
